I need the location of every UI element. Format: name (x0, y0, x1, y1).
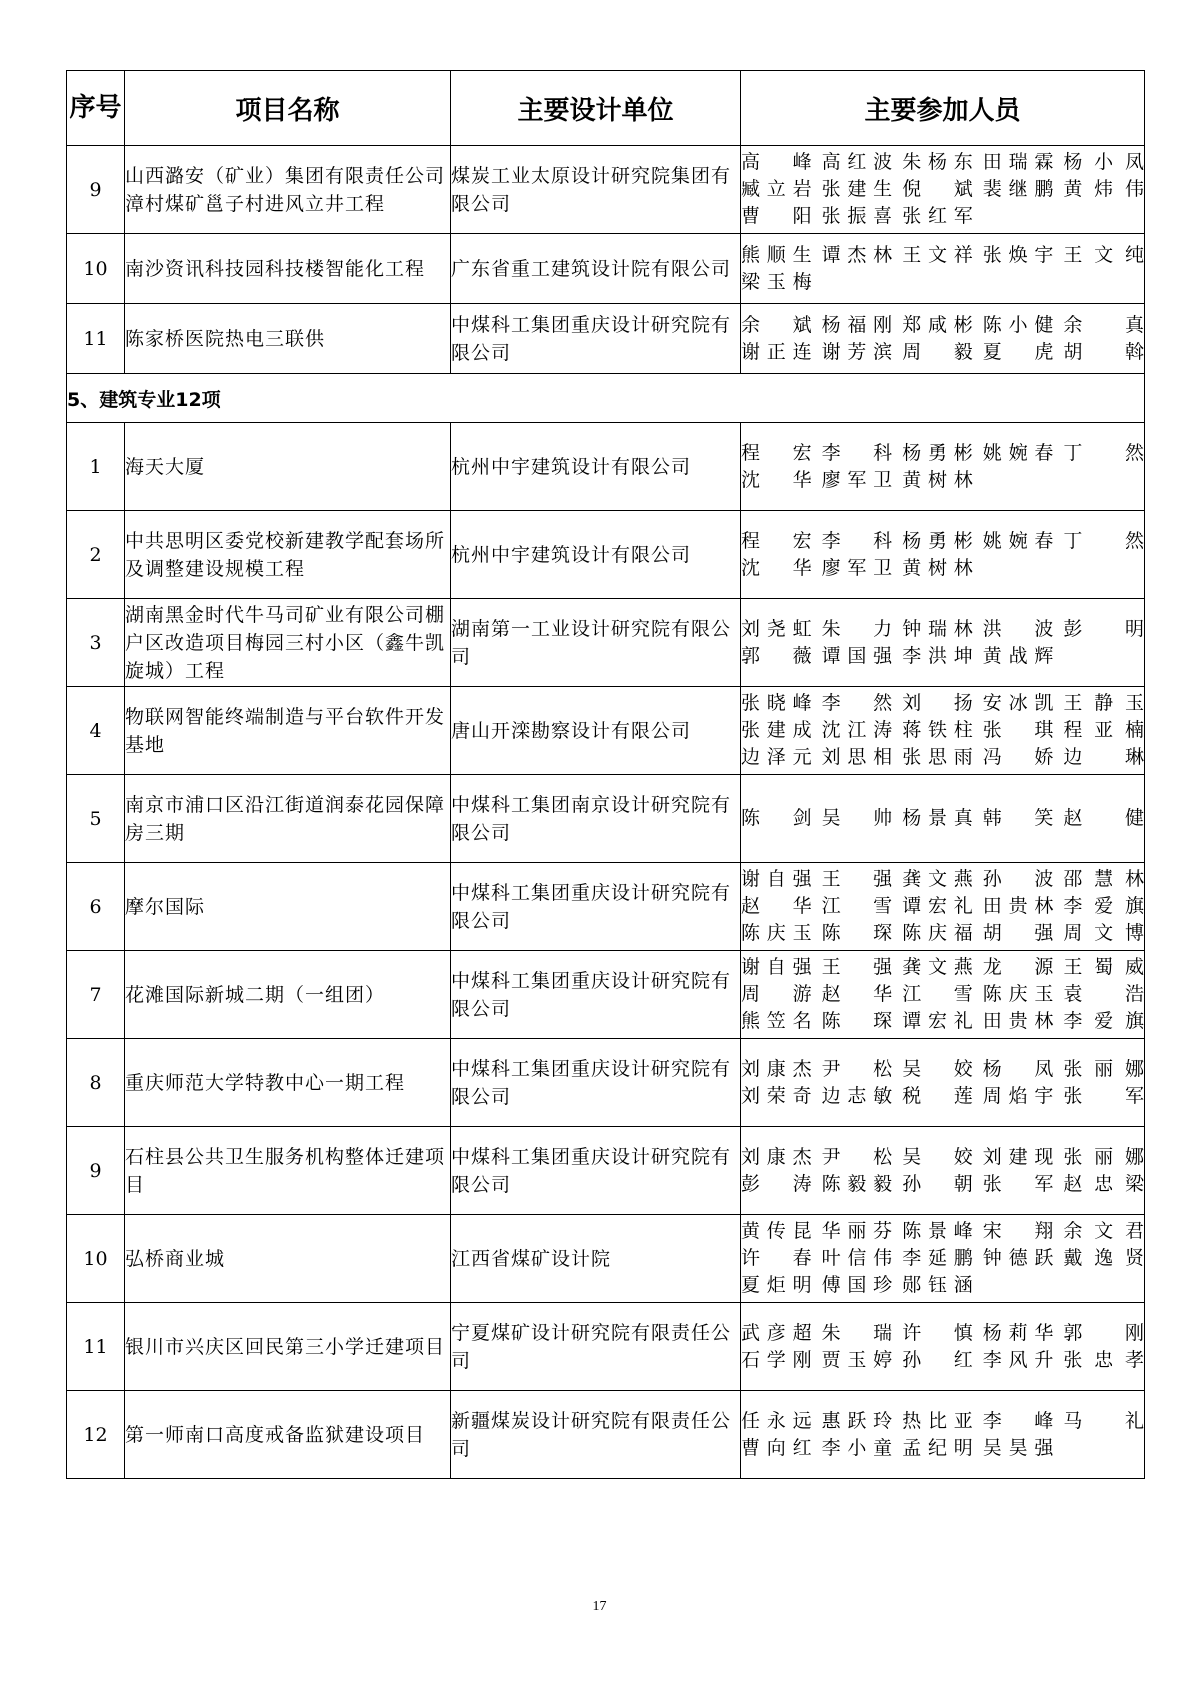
row-design-unit: 煤炭工业太原设计研究院集团有限公司 (451, 146, 741, 234)
participant-name: 刘 扬 (902, 692, 973, 714)
participant-name: 刘思相 (821, 746, 893, 768)
section-row (67, 374, 1145, 423)
participant-name: 谢自强 (741, 956, 812, 978)
table-row (67, 423, 1145, 511)
participant-name: 李 科 (821, 441, 893, 464)
row-seq: 5 (67, 775, 125, 863)
page-number: 17 (592, 1599, 607, 1614)
participant-list (741, 312, 1144, 366)
row-participants (741, 304, 1145, 374)
row-seq: 2 (67, 511, 125, 599)
section-header-group (67, 374, 1145, 423)
row-seq: 1 (67, 423, 125, 511)
participant-name: 熊顺生 (741, 243, 812, 266)
table-row (67, 1127, 1145, 1215)
table-row (67, 951, 1145, 1039)
participant-name: 郑咸彬 (902, 313, 973, 336)
participant-name: 程 宏 (741, 441, 812, 464)
participant-list (741, 1144, 1144, 1198)
row-project-name: 南京市浦口区沿江街道润泰花园保障房三期 (125, 775, 451, 863)
participant-name: 武彦超 (741, 1321, 812, 1344)
row-seq: 11 (67, 1303, 125, 1391)
table-row (67, 1215, 1145, 1303)
participant-name: 杨莉华 (982, 1321, 1054, 1344)
participant-name: 刘康杰 (741, 1145, 812, 1168)
row-seq: 10 (67, 234, 125, 304)
participant-name: 蒋铁柱 (902, 719, 973, 741)
header-seq: 序号 (67, 71, 125, 146)
table-row (67, 304, 1145, 374)
participant-name: 李风升 (982, 1348, 1054, 1371)
participant-name: 王 强 (821, 868, 893, 890)
participant-list (741, 1218, 1144, 1299)
participant-name: 邵慧林 (1063, 868, 1144, 890)
participant-name: 廖军卫 (821, 556, 893, 579)
participant-name: 尹 松 (821, 1145, 893, 1168)
row-participants (741, 1303, 1145, 1391)
row-participants (741, 599, 1145, 687)
participant-name: 陈庆福 (902, 922, 973, 944)
participant-name: 孟纪明 (902, 1436, 973, 1459)
row-project-name: 第一师南口高度戒备监狱建设项目 (125, 1391, 451, 1479)
participant-name: 周文博 (1063, 922, 1144, 944)
participant-name: 黄树林 (902, 556, 973, 579)
row-seq: 11 (67, 304, 125, 374)
participant-name: 叶信伟 (821, 1247, 893, 1269)
participant-name: 李洪坤 (902, 644, 973, 667)
participant-name: 陈庆玉 (982, 983, 1054, 1005)
participant-name: 丁 然 (1063, 529, 1144, 552)
participant-name: 张 军 (982, 1172, 1054, 1195)
participant-name: 华丽芬 (821, 1220, 893, 1242)
participant-name: 王蜀威 (1063, 956, 1144, 978)
participant-name: 陈 剑 (741, 807, 812, 829)
row-participants (741, 951, 1145, 1039)
table-body-continued (67, 146, 1145, 374)
row-design-unit: 杭州中宇建筑设计有限公司 (451, 423, 741, 511)
participant-name: 税 莲 (902, 1084, 973, 1107)
participant-name: 朱 瑞 (821, 1321, 893, 1344)
participant-name: 热比亚 (902, 1409, 973, 1432)
participant-name: 郧钰涵 (902, 1274, 973, 1296)
participant-name: 郭 刚 (1063, 1321, 1144, 1344)
participant-name: 李爱旗 (1063, 895, 1144, 917)
row-participants (741, 234, 1145, 304)
participant-name: 吴 姣 (902, 1145, 973, 1168)
participant-name: 赵忠梁 (1063, 1172, 1144, 1195)
participant-name: 谭宏礼 (902, 1010, 973, 1032)
table-row (67, 687, 1145, 775)
participant-name: 高 峰 (741, 151, 812, 173)
participant-name: 程 宏 (741, 529, 812, 552)
participant-name: 张丽娜 (1063, 1145, 1144, 1168)
row-seq: 9 (67, 146, 125, 234)
participant-name: 张 琪 (982, 719, 1054, 741)
table-row (67, 1303, 1145, 1391)
participant-list (741, 954, 1144, 1035)
participant-name: 黄战辉 (982, 644, 1054, 667)
row-participants (741, 775, 1145, 863)
participant-name: 杨勇彬 (902, 441, 973, 464)
participant-name: 田瑞霖 (982, 151, 1054, 173)
participant-name: 田贵林 (982, 895, 1054, 917)
row-seq: 6 (67, 863, 125, 951)
participant-list (741, 690, 1144, 771)
participant-name: 钟德跃 (982, 1247, 1054, 1269)
row-design-unit: 中煤科工集团重庆设计研究院有限公司 (451, 863, 741, 951)
row-project-name: 山西潞安（矿业）集团有限责任公司漳村煤矿邕子村进风立井工程 (125, 146, 451, 234)
participant-name: 彭 明 (1063, 617, 1144, 640)
row-seq: 12 (67, 1391, 125, 1479)
row-design-unit: 江西省煤矿设计院 (451, 1215, 741, 1303)
participant-name: 田贵林 (982, 1010, 1054, 1032)
row-seq: 8 (67, 1039, 125, 1127)
participant-name: 尹 松 (821, 1057, 893, 1080)
participant-name: 刘康杰 (741, 1057, 812, 1080)
participant-name: 黄树林 (902, 468, 973, 491)
participant-name: 谢自强 (741, 868, 812, 890)
participant-name: 许 春 (741, 1247, 812, 1269)
participant-name: 边 琳 (1063, 746, 1144, 768)
participant-name: 谭杰林 (821, 243, 893, 266)
participant-name: 张丽娜 (1063, 1057, 1144, 1080)
participant-name: 杨小凤 (1063, 151, 1144, 173)
participant-name: 马 礼 (1063, 1409, 1144, 1432)
table-row (67, 1039, 1145, 1127)
row-participants (741, 1215, 1145, 1303)
participant-name: 倪 斌 (902, 178, 973, 200)
participant-name: 陈 琛 (821, 922, 893, 944)
participant-name: 程亚楠 (1063, 719, 1144, 741)
row-project-name: 湖南黑金时代牛马司矿业有限公司棚户区改造项目梅园三村小区（鑫牛凯旋城）工程 (125, 599, 451, 687)
participant-name: 陈景峰 (902, 1220, 973, 1242)
row-participants (741, 1391, 1145, 1479)
participant-name: 王 强 (821, 956, 893, 978)
participant-name: 王文纯 (1063, 243, 1144, 266)
row-participants (741, 423, 1145, 511)
participant-name: 孙 红 (902, 1348, 973, 1371)
participant-name: 袁 浩 (1063, 983, 1144, 1005)
section-title: 5、建筑专业12项 (67, 374, 1145, 423)
participant-name: 安冰凯 (982, 692, 1054, 714)
participant-name: 李小童 (821, 1436, 893, 1459)
row-design-unit: 宁夏煤矿设计研究院有限责任公司 (451, 1303, 741, 1391)
participant-name: 贾玉婷 (821, 1348, 893, 1371)
participant-name: 江 雪 (821, 895, 893, 917)
participant-name: 杨 凤 (982, 1057, 1054, 1080)
participant-name: 张 军 (1063, 1084, 1144, 1107)
row-project-name: 物联网智能终端制造与平台软件开发基地 (125, 687, 451, 775)
participant-name: 夏炬明 (741, 1274, 812, 1296)
participant-name: 张振喜 (821, 205, 893, 227)
participant-name: 黄传昆 (741, 1220, 812, 1242)
row-seq: 3 (67, 599, 125, 687)
row-participants (741, 687, 1145, 775)
participant-list (741, 866, 1144, 947)
participant-name: 刘尧虹 (741, 617, 812, 640)
participant-name: 谢芳滨 (821, 340, 893, 363)
row-design-unit: 新疆煤炭设计研究院有限责任公司 (451, 1391, 741, 1479)
participant-name: 王静玉 (1063, 692, 1144, 714)
participant-list (741, 1408, 1144, 1462)
participant-name: 夏 虎 (982, 340, 1054, 363)
participant-name: 赵 华 (741, 895, 812, 917)
participant-name: 谭国强 (821, 644, 893, 667)
participant-name: 孙 朝 (902, 1172, 973, 1195)
participant-list (741, 149, 1144, 230)
participant-name: 胡 斡 (1063, 340, 1144, 363)
participant-name: 张焕宇 (982, 243, 1054, 266)
participant-list (741, 1320, 1144, 1374)
participant-name: 熊笠名 (741, 1010, 812, 1032)
participant-name: 姚婉春 (982, 441, 1054, 464)
participant-name: 高红波 (821, 151, 893, 173)
header-project-name: 项目名称 (125, 71, 451, 146)
participant-name: 张建生 (821, 178, 893, 200)
participant-name: 胡 强 (982, 922, 1054, 944)
participant-name: 李 科 (821, 529, 893, 552)
participant-name: 余 真 (1063, 313, 1144, 336)
participant-name: 周 游 (741, 983, 812, 1005)
table-row (67, 1391, 1145, 1479)
participant-name: 彭 涛 (741, 1172, 812, 1195)
row-design-unit: 中煤科工集团重庆设计研究院有限公司 (451, 951, 741, 1039)
participant-name: 张建成 (741, 719, 812, 741)
row-project-name: 摩尔国际 (125, 863, 451, 951)
participant-name: 沈江涛 (821, 719, 893, 741)
row-design-unit: 中煤科工集团重庆设计研究院有限公司 (451, 1127, 741, 1215)
participant-name: 郭 薇 (741, 644, 812, 667)
participant-list (741, 805, 1144, 832)
participant-name: 钟瑞林 (902, 617, 973, 640)
participant-name: 李 然 (821, 692, 893, 714)
participant-name: 边志敏 (821, 1084, 893, 1107)
participant-name: 刘建现 (982, 1145, 1054, 1168)
row-design-unit: 中煤科工集团重庆设计研究院有限公司 (451, 304, 741, 374)
participant-name: 余 斌 (741, 313, 812, 336)
row-seq: 4 (67, 687, 125, 775)
participant-name: 任永远 (741, 1409, 812, 1432)
row-project-name: 海天大厦 (125, 423, 451, 511)
participant-name: 龙 源 (982, 956, 1054, 978)
row-participants (741, 1039, 1145, 1127)
participant-name: 傅国珍 (821, 1274, 893, 1296)
participant-name: 张红军 (902, 205, 973, 227)
row-design-unit: 唐山开滦勘察设计有限公司 (451, 687, 741, 775)
participant-name: 吴昊强 (982, 1436, 1054, 1459)
table-row (67, 863, 1145, 951)
row-seq: 10 (67, 1215, 125, 1303)
participant-list (741, 1056, 1144, 1110)
participant-name: 丁 然 (1063, 441, 1144, 464)
participant-list (741, 440, 1144, 494)
participant-name: 朱 力 (821, 617, 893, 640)
participant-name: 韩 笑 (982, 807, 1054, 829)
table-row (67, 599, 1145, 687)
participant-name: 洪 波 (982, 617, 1054, 640)
participant-name: 杨景真 (902, 807, 973, 829)
row-project-name: 中共思明区委党校新建教学配套场所及调整建设规模工程 (125, 511, 451, 599)
row-seq: 9 (67, 1127, 125, 1215)
row-participants (741, 863, 1145, 951)
table-row (67, 234, 1145, 304)
participant-name: 陈 琛 (821, 1010, 893, 1032)
participant-name: 许 慎 (902, 1321, 973, 1344)
participant-name: 龚文燕 (902, 868, 973, 890)
participant-name: 赵 华 (821, 983, 893, 1005)
participant-name: 谭宏礼 (902, 895, 973, 917)
participant-name: 沈 华 (741, 556, 812, 579)
participant-name: 陈毅毅 (821, 1172, 893, 1195)
participant-name: 张思雨 (902, 746, 973, 768)
participant-list (741, 242, 1144, 296)
participant-name: 赵 健 (1063, 807, 1144, 829)
participant-name: 边泽元 (741, 746, 812, 768)
row-seq: 7 (67, 951, 125, 1039)
participant-name: 梁玉梅 (741, 270, 812, 293)
participant-name: 黄炜伟 (1063, 178, 1144, 200)
participant-name: 姚婉春 (982, 529, 1054, 552)
participant-name: 吴 帅 (821, 807, 893, 829)
table-row (67, 146, 1145, 234)
participant-name: 宋 翔 (982, 1220, 1054, 1242)
participant-name: 刘荣奇 (741, 1084, 812, 1107)
participant-name: 余文君 (1063, 1220, 1144, 1242)
participant-name: 谢正连 (741, 340, 812, 363)
participant-name: 李爱旗 (1063, 1010, 1144, 1032)
participant-name: 沈 华 (741, 468, 812, 491)
participant-name: 吴 姣 (902, 1057, 973, 1080)
participant-name: 杨勇彬 (902, 529, 973, 552)
participant-name: 廖军卫 (821, 468, 893, 491)
row-project-name: 弘桥商业城 (125, 1215, 451, 1303)
participant-name: 裴继鹏 (982, 178, 1054, 200)
table-row (67, 511, 1145, 599)
table-header-row (67, 71, 1145, 146)
participant-name: 臧立岩 (741, 178, 812, 200)
row-project-name: 重庆师范大学特教中心一期工程 (125, 1039, 451, 1127)
row-project-name: 南沙资讯科技园科技楼智能化工程 (125, 234, 451, 304)
participant-name: 周 毅 (902, 340, 973, 363)
row-design-unit: 杭州中宇建筑设计有限公司 (451, 511, 741, 599)
awards-table (66, 70, 1145, 1479)
participant-name: 石学刚 (741, 1348, 812, 1371)
row-participants (741, 1127, 1145, 1215)
participant-name: 杨福刚 (821, 313, 893, 336)
participant-list (741, 528, 1144, 582)
participant-name: 孙 波 (982, 868, 1054, 890)
participant-name: 龚文燕 (902, 956, 973, 978)
row-project-name: 陈家桥医院热电三联供 (125, 304, 451, 374)
row-design-unit: 广东省重工建筑设计院有限公司 (451, 234, 741, 304)
participant-name: 李 峰 (982, 1409, 1054, 1432)
row-design-unit: 湖南第一工业设计研究院有限公司 (451, 599, 741, 687)
row-project-name: 石柱县公共卫生服务机构整体迁建项目 (125, 1127, 451, 1215)
participant-name: 陈庆玉 (741, 922, 812, 944)
table-body-architecture (67, 423, 1145, 1479)
participant-name: 王文祥 (902, 243, 973, 266)
participant-name: 惠跃玲 (821, 1409, 893, 1432)
participant-name: 朱杨东 (902, 151, 973, 173)
row-project-name: 花滩国际新城二期（一组团） (125, 951, 451, 1039)
participant-name: 张晓峰 (741, 692, 812, 714)
participant-name: 曹向红 (741, 1436, 812, 1459)
participant-list (741, 616, 1144, 670)
participant-name: 周焰宇 (982, 1084, 1054, 1107)
participant-name: 李延鹏 (902, 1247, 973, 1269)
participant-name: 陈小健 (982, 313, 1054, 336)
row-participants (741, 146, 1145, 234)
participant-name: 冯 娇 (982, 746, 1054, 768)
table-row (67, 775, 1145, 863)
participant-name: 戴逸贤 (1063, 1247, 1144, 1269)
header-participants: 主要参加人员 (741, 71, 1145, 146)
row-design-unit: 中煤科工集团重庆设计研究院有限公司 (451, 1039, 741, 1127)
participant-name: 张忠孝 (1063, 1348, 1144, 1371)
row-project-name: 银川市兴庆区回民第三小学迁建项目 (125, 1303, 451, 1391)
header-design-unit: 主要设计单位 (451, 71, 741, 146)
row-participants (741, 511, 1145, 599)
row-design-unit: 中煤科工集团南京设计研究院有限公司 (451, 775, 741, 863)
participant-name: 江 雪 (902, 983, 973, 1005)
participant-name: 曹 阳 (741, 205, 812, 227)
